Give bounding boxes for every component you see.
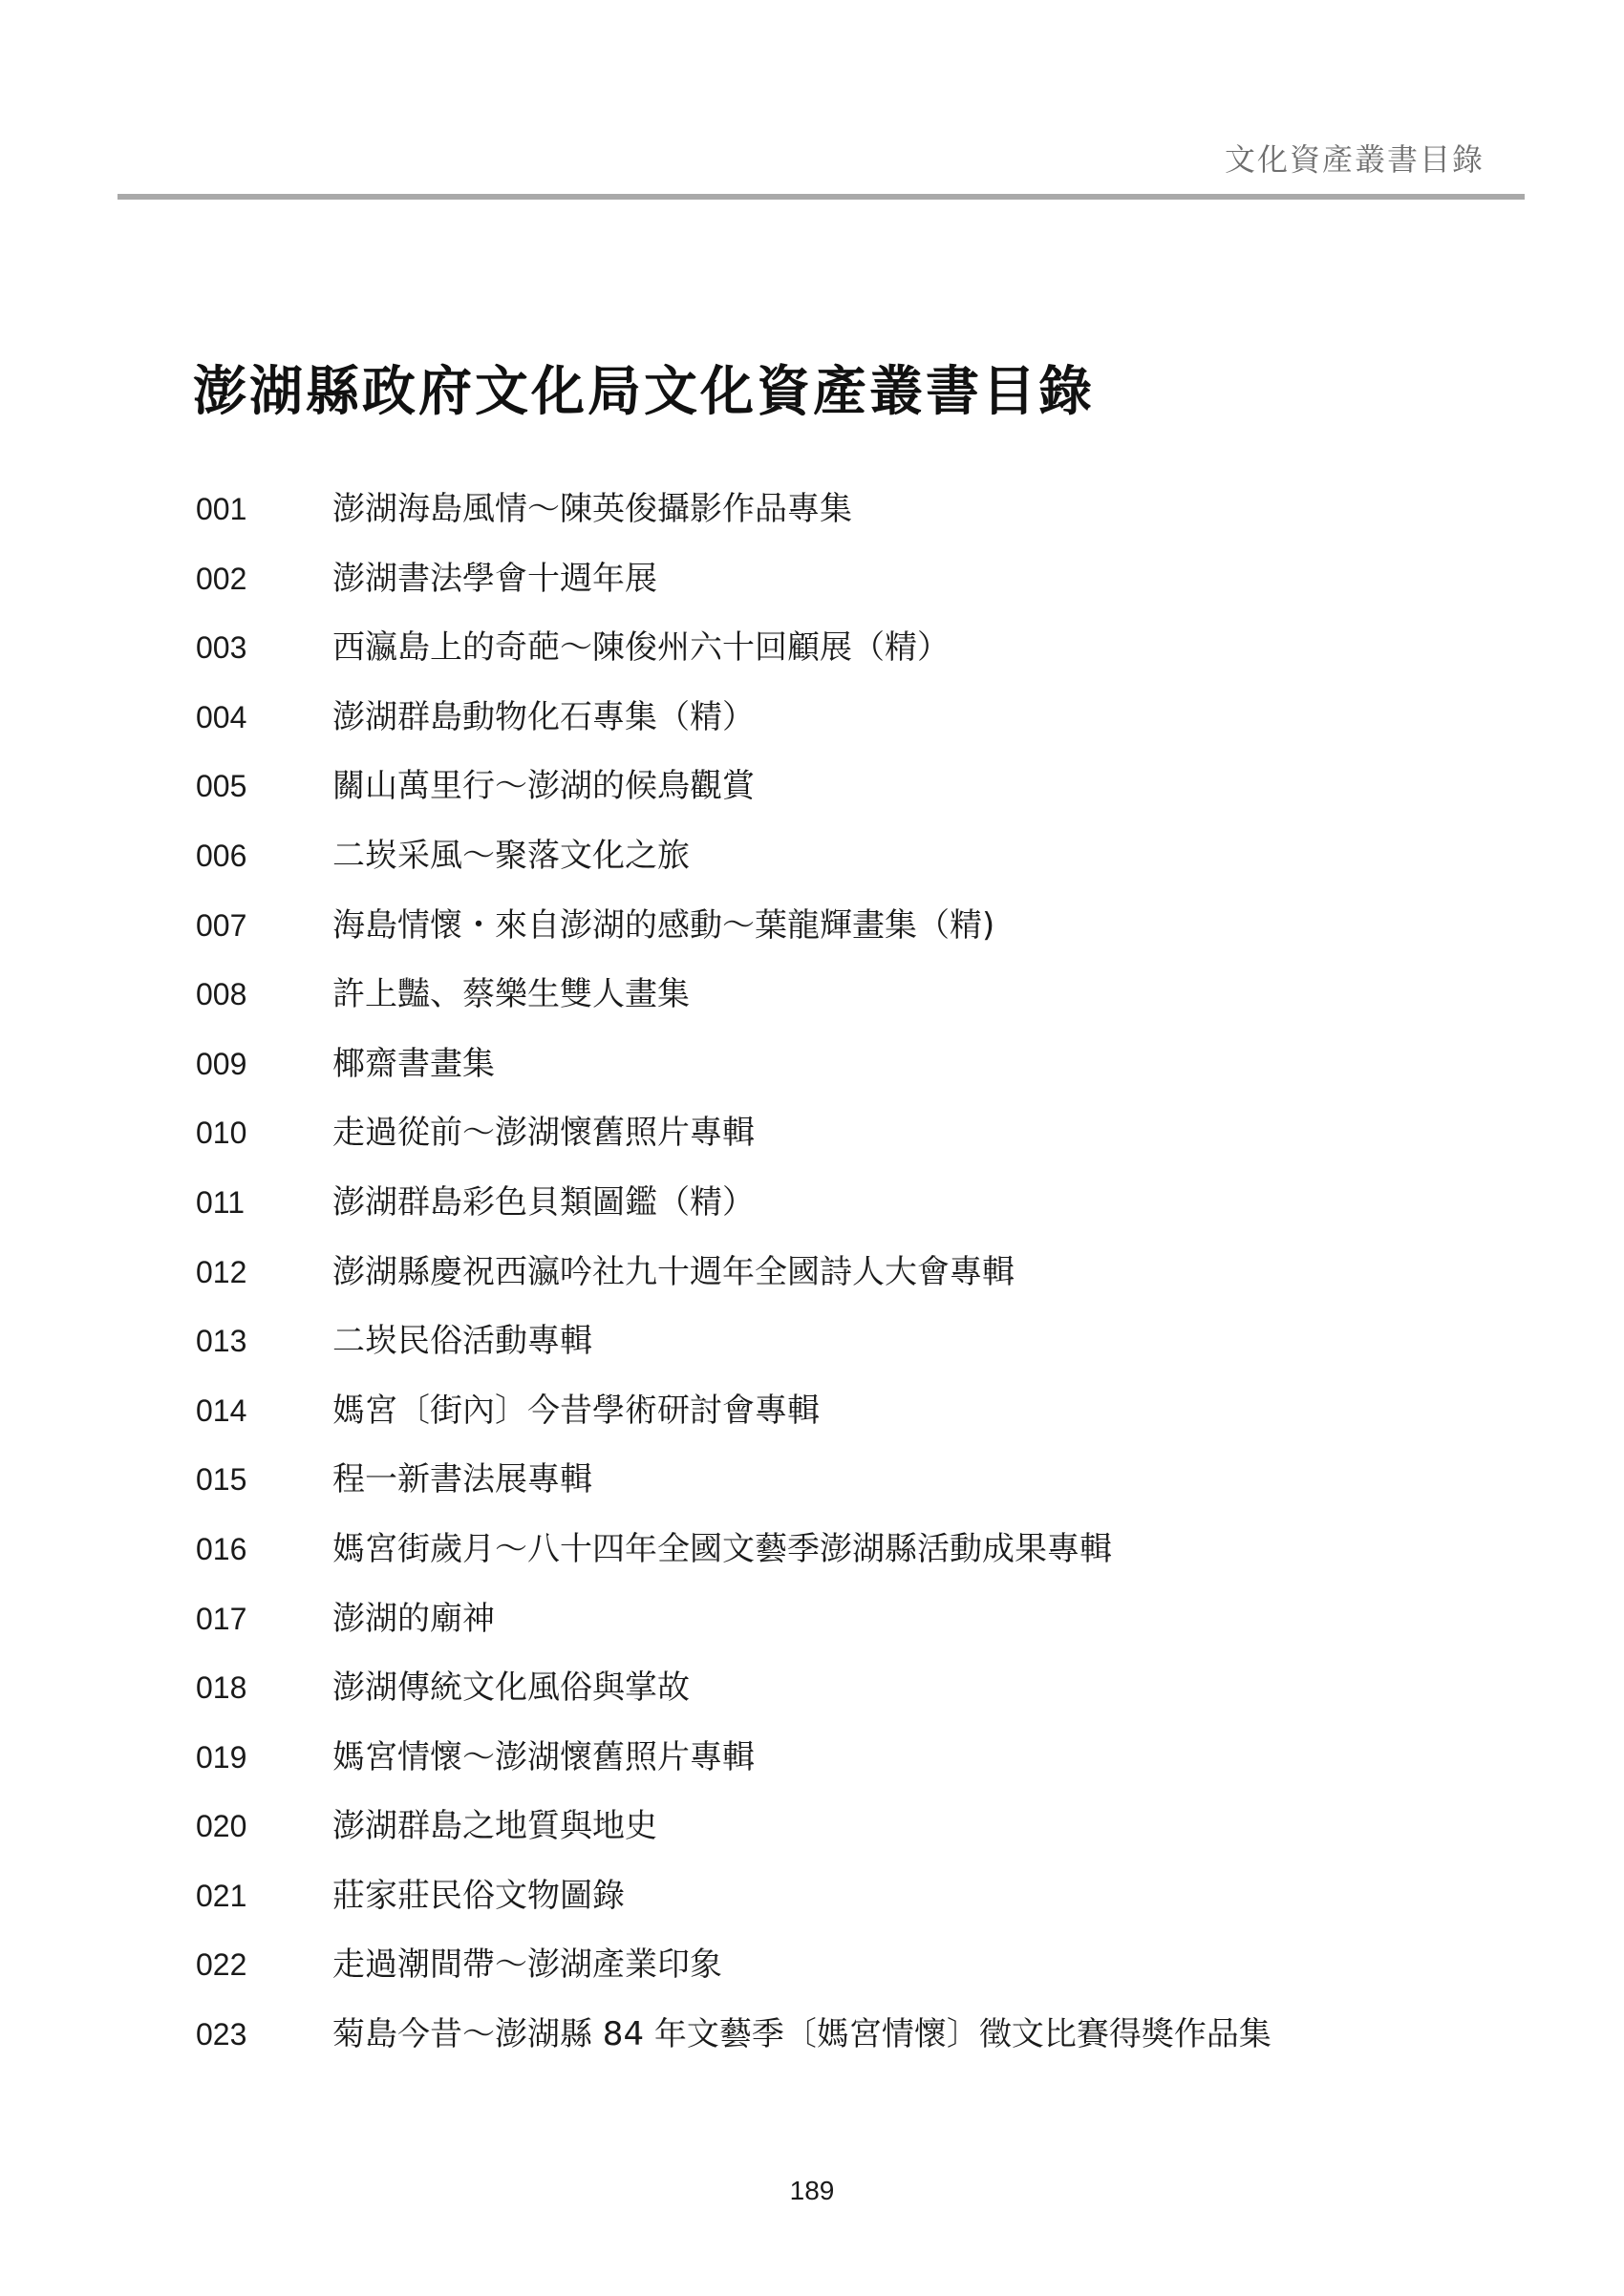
item-title: 莊家莊民俗文物圖錄 [332, 1876, 625, 1915]
item-number: 014 [196, 1392, 247, 1428]
list-item [196, 1595, 1271, 1665]
item-number: 015 [196, 1462, 247, 1498]
item-title: 媽宮〔街內〕今昔學術研討會專輯 [332, 1391, 820, 1430]
catalog-list [196, 485, 1271, 2080]
item-number: 003 [196, 630, 247, 666]
list-item [196, 485, 1271, 555]
running-header: 文化資產叢書目錄 [1224, 141, 1485, 178]
item-number: 002 [196, 561, 247, 596]
list-item [196, 2010, 1271, 2080]
header-divider [118, 194, 1525, 200]
list-item [196, 762, 1271, 832]
list-item [196, 1733, 1271, 1803]
list-item [196, 1525, 1271, 1595]
item-title: 澎湖傳統文化風俗與掌故 [332, 1669, 690, 1708]
list-item [196, 555, 1271, 625]
item-title: 澎湖縣慶祝西瀛吟社九十週年全國詩人大會專輯 [332, 1252, 1015, 1291]
item-title: 媽宮街歲月～八十四年全國文藝季澎湖縣活動成果專輯 [332, 1529, 1112, 1568]
item-title: 菊島今昔～澎湖縣 84 年文藝季〔媽宮情懷〕徵文比賽得獎作品集 [332, 2015, 1271, 2054]
item-title: 二崁采風～聚落文化之旅 [332, 836, 690, 875]
list-item [196, 1802, 1271, 1872]
list-item [196, 1941, 1271, 2010]
item-number: 001 [196, 492, 247, 526]
list-item [196, 970, 1271, 1040]
item-number: 012 [196, 1254, 247, 1289]
item-title: 澎湖群島彩色貝類圖鑑（精） [332, 1182, 755, 1222]
item-title: 西瀛島上的奇葩～陳俊州六十回顧展（精） [332, 628, 950, 668]
item-number: 011 [196, 1184, 246, 1220]
item-title: 海島情懷・來自澎湖的感動～葉龍輝畫集（精) [332, 905, 995, 945]
item-number: 023 [196, 2017, 247, 2052]
item-number: 013 [196, 1324, 247, 1359]
item-title: 走過從前～澎湖懷舊照片專輯 [332, 1114, 755, 1153]
item-title: 二崁民俗活動專輯 [332, 1322, 592, 1361]
page-title: 澎湖縣政府文化局文化資產叢書目錄 [193, 360, 1095, 423]
item-number: 007 [196, 907, 247, 943]
list-item [196, 624, 1271, 693]
list-item [196, 1317, 1271, 1387]
item-number: 017 [196, 1601, 247, 1636]
item-title: 許上豔、蔡樂生雙人畫集 [332, 975, 690, 1014]
item-title: 澎湖群島之地質與地史 [332, 1807, 657, 1846]
list-item [196, 1248, 1271, 1318]
list-item [196, 1109, 1271, 1179]
item-title: 走過潮間帶～澎湖產業印象 [332, 1945, 722, 1985]
item-number: 021 [196, 1878, 247, 1913]
item-title: 澎湖海島風情～陳英俊攝影作品專集 [332, 490, 852, 528]
item-number: 005 [196, 769, 247, 804]
item-title: 澎湖書法學會十週年展 [332, 559, 657, 598]
list-item [196, 1664, 1271, 1733]
item-number: 018 [196, 1670, 247, 1706]
list-item [196, 1456, 1271, 1525]
item-number: 010 [196, 1116, 247, 1151]
item-number: 019 [196, 1739, 247, 1775]
item-title: 關山萬里行～澎湖的候鳥觀賞 [332, 767, 755, 806]
item-number: 020 [196, 1809, 247, 1844]
list-item [196, 1179, 1271, 1248]
item-title: 澎湖群島動物化石專集（精） [332, 697, 755, 736]
item-title: 椰齋書畫集 [332, 1044, 495, 1083]
item-title: 澎湖的廟神 [332, 1599, 495, 1638]
list-item [196, 832, 1271, 902]
item-number: 009 [196, 1046, 247, 1081]
list-item [196, 693, 1271, 763]
list-item [196, 1040, 1271, 1110]
item-title: 程一新書法展專輯 [332, 1460, 592, 1499]
item-number: 004 [196, 699, 247, 734]
list-item [196, 1387, 1271, 1456]
list-item [196, 902, 1271, 971]
item-number: 022 [196, 1947, 247, 1983]
item-number: 016 [196, 1531, 247, 1566]
list-item [196, 1872, 1271, 1942]
page-number: 189 [789, 2176, 835, 2205]
item-number: 006 [196, 838, 247, 873]
item-title: 媽宮情懷～澎湖懷舊照片專輯 [332, 1737, 755, 1776]
item-number: 008 [196, 977, 247, 1012]
